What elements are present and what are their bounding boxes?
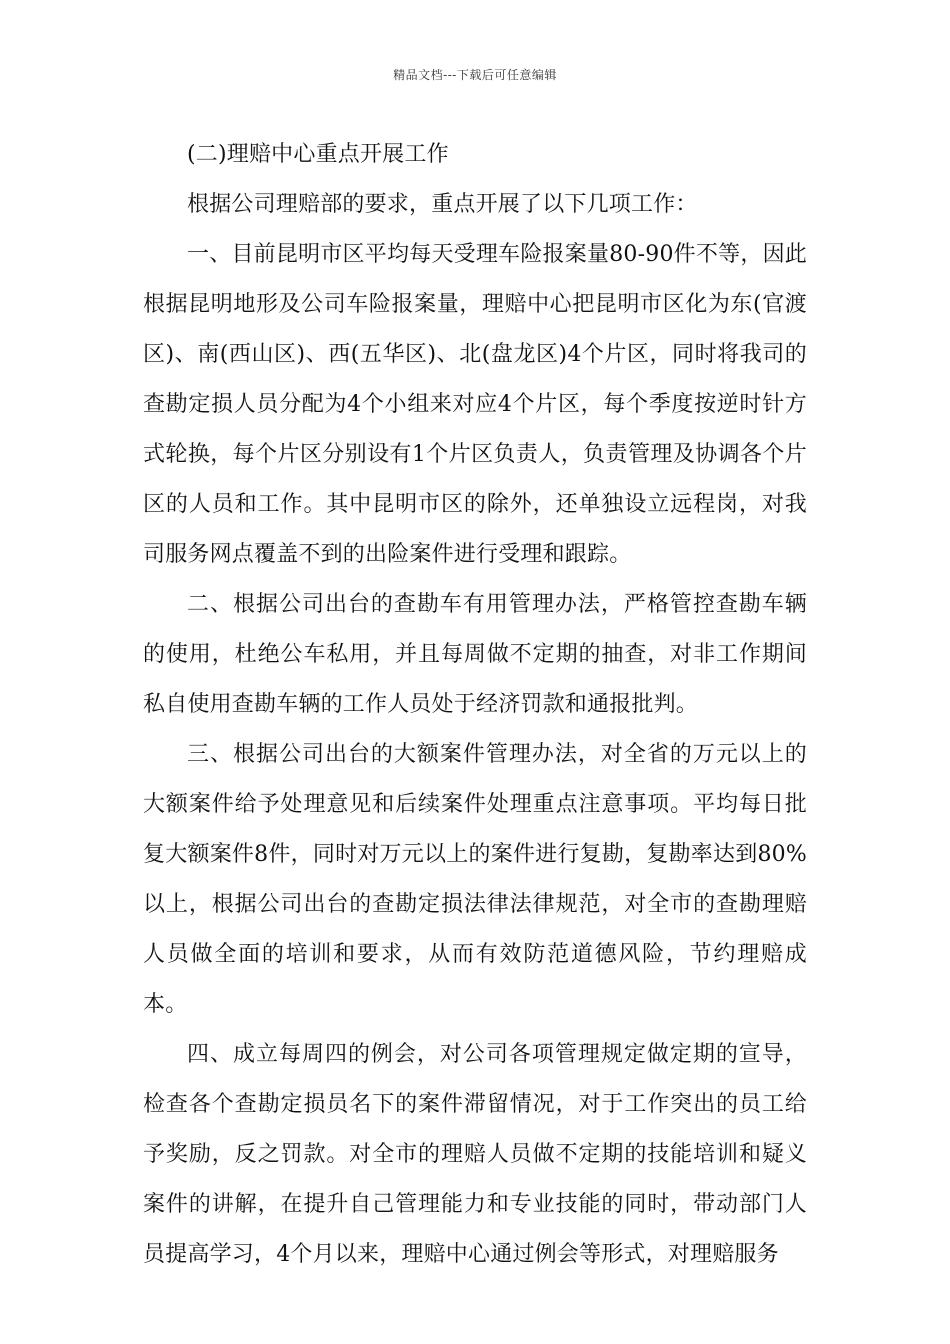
- page-header: 精品文档---下载后可任意编辑: [393, 68, 557, 82]
- section-heading: (二)理赔中心重点开展工作: [187, 142, 449, 167]
- paragraph-item-1: 一、目前昆明市区平均每天受理车险报案量80-90件不等，因此根据昆明地形及公司车险报案量，理赔中心把昆明市区化为东(官渡区)、南(西山区)、西(五华区)、北(盘龙区)4个片区，同时将我司的查勘定损人员分配为4个小组来对应4个片区，每个季度按逆时针方式轮换，每个片区分别设有1个片区负责人，负责管理及协调各个片区的人员和工作。其中昆明市区的除外，还单独设立远程岗，对我司服务网点覆盖不到的出险案件进行受理和跟踪。: [143, 242, 807, 567]
- paragraph-item-3: 三、根据公司出台的大额案件管理办法，对全省的万元以上的大额案件给予处理意见和后续案件处理重点注意事项。平均每日批复大额案件8件，同时对万元以上的案件进行复勘，复勘率达到80%以上，根据公司出台的查勘定损法律法律规范，对全市的查勘理赔人员做全面的培训和要求，从而有效防范道德风险，节约理赔成本。: [143, 742, 807, 1017]
- document-body: [143, 130, 807, 1280]
- paragraph-item-4: 四、成立每周四的例会，对公司各项管理规定做定期的宣导，检查各个查勘定损员名下的案件滞留情况，对于工作突出的员工给予奖励，反之罚款。对全市的理赔人员做不定期的技能培训和疑义案件的讲解，在提升自己管理能力和专业技能的同时，带动部门人员提高学习，4个月以来，理赔中心通过例会等形式，对理赔服务: [143, 1042, 807, 1267]
- paragraph-item-2: 二、根据公司出台的查勘车有用管理办法，严格管控查勘车辆的使用，杜绝公车私用，并且每周做不定期的抽查，对非工作期间私自使用查勘车辆的工作人员处于经济罚款和通报批判。: [143, 592, 807, 717]
- intro-paragraph: 根据公司理赔部的要求，重点开展了以下几项工作：: [187, 192, 698, 217]
